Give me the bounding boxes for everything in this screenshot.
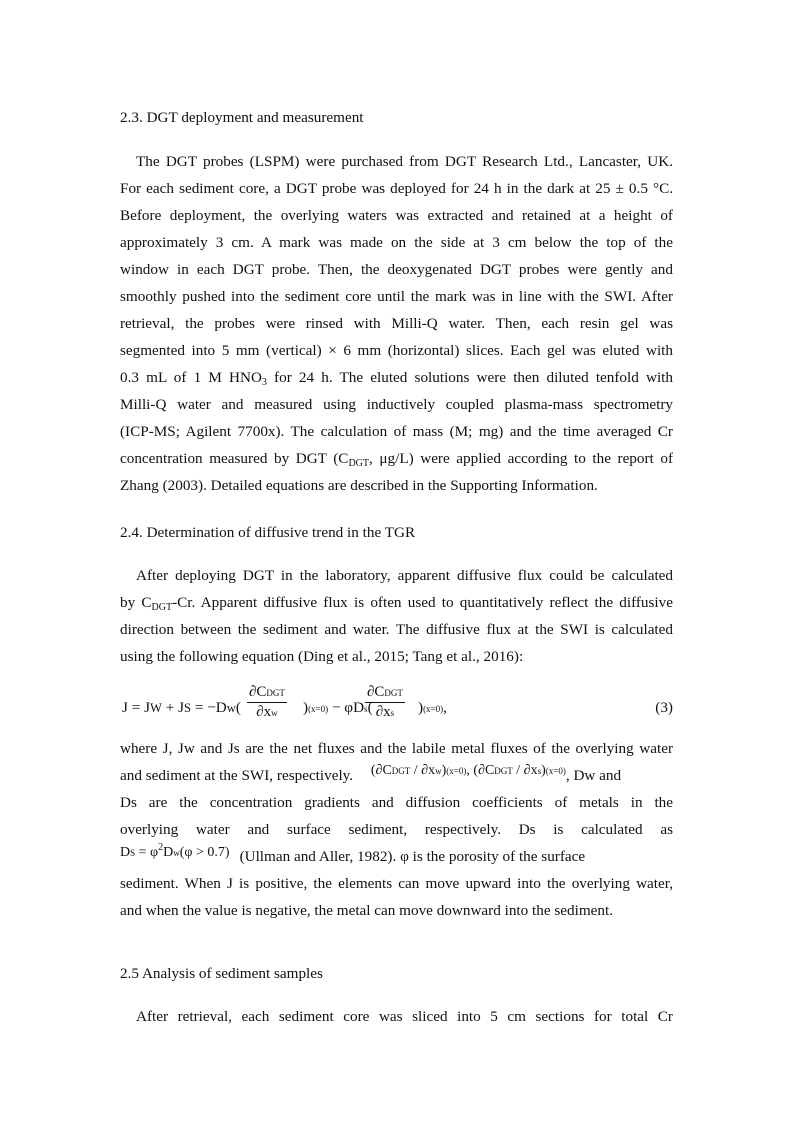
text-line: segmented into 5 mm (vertical) × 6 mm (horizontal) slices. Each gel was eluted with (120, 342, 673, 359)
text-line: (ICP-MS; Agilent 7700x). The calculation of mass (M; mg) and the time averaged Cr (120, 423, 673, 440)
text-line: For each sediment core, a DGT probe was deployed for 24 h in the dark at 25 ± 0.5 °C. (120, 180, 673, 197)
fraction-water: ∂CDGT ∂xw (249, 684, 285, 720)
section-heading-2-3: 2.3. DGT deployment and measurement (120, 109, 364, 126)
text-line: and when the value is negative, the metal can move downward into the sediment. (120, 902, 614, 919)
text-line: After retrieval, each sediment core was sliced into 5 cm sections for total Cr (136, 1008, 673, 1025)
text-line: Before deployment, the overlying waters was extracted and retained at a height of (120, 207, 673, 224)
equation-end: )(x=0), (418, 699, 447, 716)
text-line: using the following equation (Ding et al., 2015; Tang et al., 2016): (120, 648, 524, 665)
text-line: Zhang (2003). Detailed equations are described in the Supporting Information. (120, 477, 598, 494)
paragraph-diffusive-explanation (120, 735, 673, 924)
text-line: Ds are the concentration gradients and diffusion coefficients of metals in the (120, 794, 673, 811)
text-line-hno3: 0.3 mL of 1 M $HNO_3$ for 24 h. The eluted solutions were then diluted tenfold with (120, 369, 673, 388)
text-line-cdgt: concentration measured by DGT ($C_{DGT}$, μg/L) were applied according to the report of (120, 450, 673, 469)
text-line: retrieval, the probes were rinsed with Milli-Q water. Then, each resin gel was (120, 315, 673, 332)
paragraph-dgt-deployment (120, 148, 673, 499)
fraction-sediment: ∂CDGT ∂xs (367, 684, 403, 720)
text-line: The DGT probes (LSPM) were purchased from DGT Research Ltd., Lancaster, UK. (136, 153, 673, 170)
section-heading-2-5: 2.5 Analysis of sediment samples (120, 965, 323, 982)
text-line-ds: DS = $\varphi^2Dw(\varphi > 0.7)$ (Ullman and Aller, 1982). φ is the porosity of the surface (120, 842, 586, 865)
equation-lhs: J = JW + JS = −Dw( (122, 699, 241, 716)
text-line: direction between the sediment and water. The diffusive flux at the SWI is calculated (120, 621, 673, 638)
ds-expression: DS = $\varphi^2Dw(\varphi > 0.7)$ (120, 842, 230, 860)
flux-equation (120, 683, 673, 735)
gradient-expression: (∂CDGT / ∂xw)(x=0), (∂CDGT / ∂xs)(x=0) (370, 763, 566, 778)
paragraph-sediment-analysis (120, 1003, 673, 1030)
text-line: window in each DGT probe. Then, the deoxygenated DGT probes were gently and (120, 261, 673, 278)
text-line: smoothly pushed into the sediment core until the mark was in line with the SWI. After (120, 288, 673, 305)
text-line: approximately 3 cm. A mark was made on the side at 3 cm below the top of the (120, 234, 673, 251)
text-line: sediment. When J is positive, the elements can move upward into the overlying water, (120, 875, 673, 892)
equation-middle: )(x=0) − φDs( (303, 699, 373, 716)
paragraph-diffusive-intro (120, 562, 673, 670)
text-line: where J, Jw and Js are the net fluxes and the labile metal fluxes of the overlying water (120, 740, 673, 757)
text-line-cdgt-cr: by $C_{DGT}-Cr$. Apparent diffusive flux is often used to quantitatively reflect the diffusive (120, 594, 673, 613)
section-heading-2-4: 2.4. Determination of diffusive trend in the TGR (120, 524, 416, 541)
equation-number: (3) (655, 699, 673, 716)
text-line-gradients: and sediment at the SWI, respectively. (∂CDGT / ∂xw)(x=0), (∂CDGT / ∂xs)(x=0), Dw and (120, 763, 622, 784)
text-line: Milli-Q water and measured using inductively coupled plasma-mass spectrometry (120, 396, 673, 413)
text-line: overlying water and surface sediment, respectively. Ds is calculated as (120, 821, 673, 838)
text-line: After deploying DGT in the laboratory, apparent diffusive flux could be calculated (136, 567, 673, 584)
